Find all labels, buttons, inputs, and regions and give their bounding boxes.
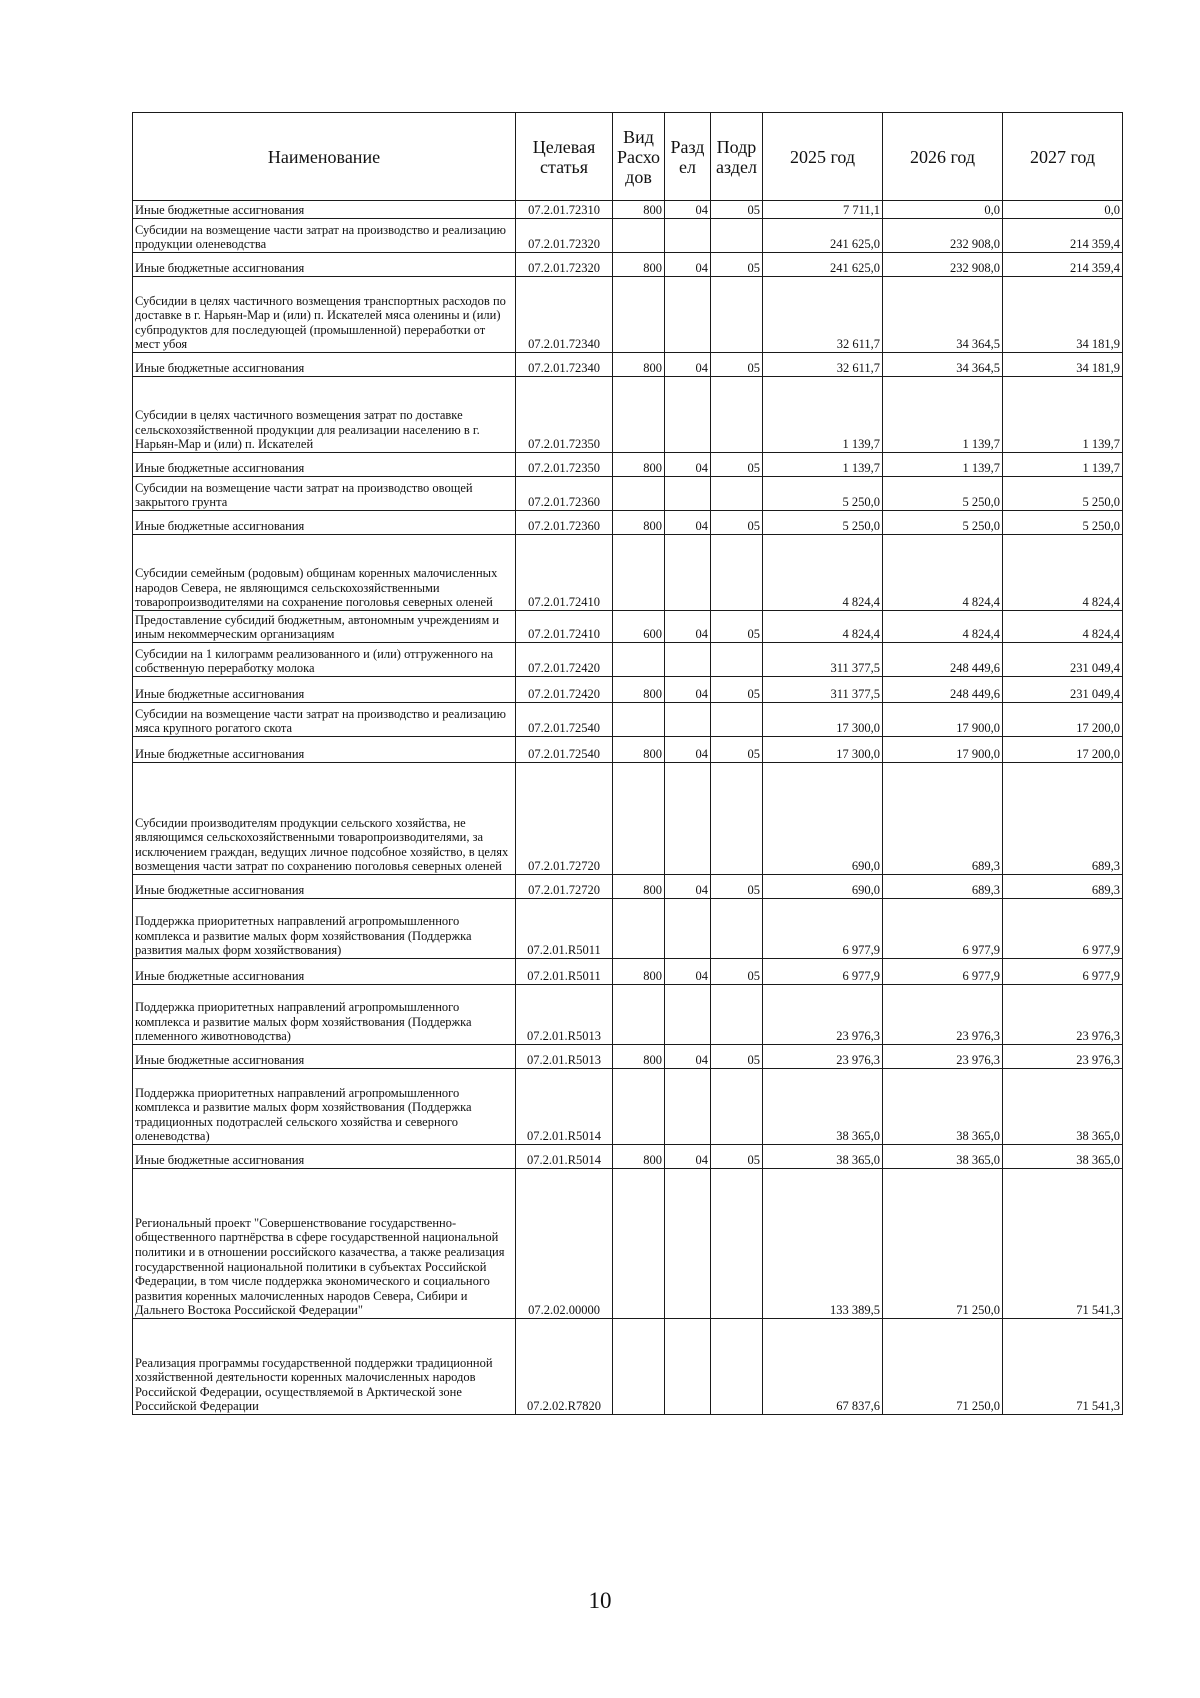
- cell-year-2026: 1 139,7: [883, 453, 1003, 477]
- cell-expense-type: [613, 1319, 665, 1415]
- cell-target-article: 07.2.01.R5013: [516, 1045, 613, 1069]
- cell-name: Иные бюджетные ассигнования: [133, 1145, 516, 1169]
- cell-year-2025: 4 824,4: [763, 535, 883, 611]
- cell-year-2026: 232 908,0: [883, 219, 1003, 253]
- cell-expense-type: 800: [613, 253, 665, 277]
- cell-name: Субсидии производителям продукции сельского хозяйства, не являющимся сельскохозяйственными товаропроизводителями, за исключением граждан, ведущих личное подсобное хозяйство, в целях возмещения части затрат по сохранению поголовья северных оленей: [133, 763, 516, 875]
- cell-year-2027: 17 200,0: [1003, 737, 1123, 763]
- cell-name: Иные бюджетные ассигнования: [133, 453, 516, 477]
- cell-subsection: 05: [711, 737, 763, 763]
- cell-subsection: 05: [711, 611, 763, 643]
- cell-year-2026: 38 365,0: [883, 1145, 1003, 1169]
- cell-name: Поддержка приоритетных направлений агропромышленного комплекса и развитие малых форм хозяйствования (Поддержка племенного животноводства): [133, 985, 516, 1045]
- cell-section: [665, 377, 711, 453]
- cell-year-2025: 6 977,9: [763, 959, 883, 985]
- cell-year-2025: 23 976,3: [763, 1045, 883, 1069]
- cell-expense-type: [613, 277, 665, 353]
- cell-subsection: [711, 1169, 763, 1319]
- cell-year-2027: 34 181,9: [1003, 353, 1123, 377]
- cell-year-2025: 241 625,0: [763, 219, 883, 253]
- cell-expense-type: 800: [613, 1045, 665, 1069]
- cell-year-2027: 231 049,4: [1003, 677, 1123, 703]
- table-row: [133, 477, 1123, 511]
- cell-expense-type: 800: [613, 677, 665, 703]
- cell-year-2026: 34 364,5: [883, 277, 1003, 353]
- table-row: [133, 253, 1123, 277]
- cell-subsection: [711, 643, 763, 677]
- cell-section: 04: [665, 677, 711, 703]
- cell-section: [665, 219, 711, 253]
- header-year-2026: 2026 год: [883, 113, 1003, 201]
- cell-name: Региональный проект "Совершенствование государственно-общественного партнёрства в сфере государственной национальной политики и в отношении российского казачества, а также реализация государственной национальной политики в субъектах Российской Федерации, в том числе поддержка экономического и социального развития коренных малочисленных народов Севера, Сибири и Дальнего Востока Российской Федерации": [133, 1169, 516, 1319]
- cell-year-2025: 32 611,7: [763, 277, 883, 353]
- cell-expense-type: [613, 763, 665, 875]
- table-row: [133, 1045, 1123, 1069]
- cell-target-article: 07.2.01.72540: [516, 737, 613, 763]
- cell-section: [665, 899, 711, 959]
- cell-year-2026: 5 250,0: [883, 477, 1003, 511]
- cell-section: [665, 643, 711, 677]
- table-row: [133, 277, 1123, 353]
- page-number: 10: [588, 1588, 612, 1613]
- cell-section: [665, 703, 711, 737]
- cell-section: [665, 477, 711, 511]
- cell-name: Иные бюджетные ассигнования: [133, 737, 516, 763]
- header-year-2025: 2025 год: [763, 113, 883, 201]
- table-row: [133, 875, 1123, 899]
- cell-section: [665, 985, 711, 1045]
- cell-subsection: 05: [711, 875, 763, 899]
- table-row: [133, 985, 1123, 1045]
- cell-expense-type: 800: [613, 453, 665, 477]
- cell-year-2026: 4 824,4: [883, 611, 1003, 643]
- cell-expense-type: [613, 703, 665, 737]
- cell-target-article: 07.2.02.00000: [516, 1169, 613, 1319]
- cell-subsection: [711, 535, 763, 611]
- cell-year-2025: 38 365,0: [763, 1069, 883, 1145]
- table-row: [133, 353, 1123, 377]
- cell-year-2025: 5 250,0: [763, 511, 883, 535]
- cell-year-2026: 17 900,0: [883, 703, 1003, 737]
- table-row: [133, 899, 1123, 959]
- cell-section: 04: [665, 253, 711, 277]
- cell-target-article: 07.2.01.R5014: [516, 1069, 613, 1145]
- cell-year-2027: 5 250,0: [1003, 511, 1123, 535]
- cell-year-2027: 231 049,4: [1003, 643, 1123, 677]
- cell-section: 04: [665, 737, 711, 763]
- header-row: [133, 113, 1123, 201]
- cell-target-article: 07.2.01.72410: [516, 535, 613, 611]
- cell-expense-type: [613, 1069, 665, 1145]
- cell-year-2025: 241 625,0: [763, 253, 883, 277]
- cell-year-2026: 38 365,0: [883, 1069, 1003, 1145]
- cell-year-2025: 17 300,0: [763, 703, 883, 737]
- cell-year-2027: 38 365,0: [1003, 1069, 1123, 1145]
- cell-section: [665, 763, 711, 875]
- budget-table: [132, 112, 1123, 1415]
- cell-year-2027: 689,3: [1003, 875, 1123, 899]
- cell-section: [665, 1169, 711, 1319]
- cell-year-2025: 311 377,5: [763, 643, 883, 677]
- cell-section: 04: [665, 1045, 711, 1069]
- cell-year-2025: 23 976,3: [763, 985, 883, 1045]
- cell-expense-type: [613, 1169, 665, 1319]
- cell-section: 04: [665, 1145, 711, 1169]
- cell-subsection: 05: [711, 201, 763, 219]
- cell-year-2026: 23 976,3: [883, 985, 1003, 1045]
- cell-year-2026: 71 250,0: [883, 1169, 1003, 1319]
- cell-target-article: 07.2.01.R5013: [516, 985, 613, 1045]
- cell-section: 04: [665, 453, 711, 477]
- cell-year-2027: 0,0: [1003, 201, 1123, 219]
- cell-year-2027: 6 977,9: [1003, 959, 1123, 985]
- cell-target-article: 07.2.01.72320: [516, 253, 613, 277]
- cell-year-2027: 23 976,3: [1003, 1045, 1123, 1069]
- table-row: [133, 1169, 1123, 1319]
- cell-section: [665, 1319, 711, 1415]
- cell-target-article: 07.2.01.72720: [516, 763, 613, 875]
- cell-target-article: 07.2.01.72420: [516, 643, 613, 677]
- cell-year-2025: 67 837,6: [763, 1319, 883, 1415]
- cell-name: Иные бюджетные ассигнования: [133, 353, 516, 377]
- header-target-article: Целевая статья: [516, 113, 613, 201]
- cell-target-article: 07.2.01.72420: [516, 677, 613, 703]
- cell-target-article: 07.2.01.72410: [516, 611, 613, 643]
- cell-subsection: 05: [711, 253, 763, 277]
- cell-year-2027: 23 976,3: [1003, 985, 1123, 1045]
- cell-target-article: 07.2.01.72350: [516, 377, 613, 453]
- cell-year-2026: 34 364,5: [883, 353, 1003, 377]
- cell-expense-type: 800: [613, 737, 665, 763]
- cell-subsection: 05: [711, 353, 763, 377]
- cell-year-2027: 689,3: [1003, 763, 1123, 875]
- cell-year-2025: 7 711,1: [763, 201, 883, 219]
- table-row: [133, 535, 1123, 611]
- cell-name: Субсидии на возмещение части затрат на производство овощей закрытого грунта: [133, 477, 516, 511]
- cell-expense-type: [613, 643, 665, 677]
- table-row: [133, 1319, 1123, 1415]
- table-row: [133, 511, 1123, 535]
- cell-name: Субсидии на возмещение части затрат на производство и реализацию продукции оленеводства: [133, 219, 516, 253]
- table-row: [133, 703, 1123, 737]
- cell-target-article: 07.2.01.72340: [516, 353, 613, 377]
- table-row: [133, 201, 1123, 219]
- cell-target-article: 07.2.01.72340: [516, 277, 613, 353]
- cell-subsection: [711, 763, 763, 875]
- cell-year-2026: 248 449,6: [883, 677, 1003, 703]
- cell-name: Поддержка приоритетных направлений агропромышленного комплекса и развитие малых форм хозяйствования (Поддержка традиционных подотраслей сельского хозяйства и северного оленеводства): [133, 1069, 516, 1145]
- cell-year-2025: 133 389,5: [763, 1169, 883, 1319]
- table-row: [133, 959, 1123, 985]
- cell-year-2027: 1 139,7: [1003, 377, 1123, 453]
- cell-target-article: 07.2.01.72350: [516, 453, 613, 477]
- cell-subsection: 05: [711, 1145, 763, 1169]
- cell-year-2025: 311 377,5: [763, 677, 883, 703]
- cell-subsection: [711, 1069, 763, 1145]
- cell-section: 04: [665, 611, 711, 643]
- cell-target-article: 07.2.02.R7820: [516, 1319, 613, 1415]
- table-row: [133, 1145, 1123, 1169]
- cell-expense-type: 800: [613, 875, 665, 899]
- table-row: [133, 677, 1123, 703]
- cell-expense-type: [613, 985, 665, 1045]
- cell-year-2026: 71 250,0: [883, 1319, 1003, 1415]
- cell-expense-type: [613, 377, 665, 453]
- cell-target-article: 07.2.01.72310: [516, 201, 613, 219]
- cell-section: 04: [665, 201, 711, 219]
- cell-year-2026: 5 250,0: [883, 511, 1003, 535]
- header-expense-type: Вид Расхо дов: [613, 113, 665, 201]
- cell-name: Субсидии семейным (родовым) общинам коренных малочисленных народов Севера, не являющимся сельскохозяйственными товаропроизводителями на сохранение поголовья северных оленей: [133, 535, 516, 611]
- cell-name: Иные бюджетные ассигнования: [133, 875, 516, 899]
- cell-year-2025: 690,0: [763, 763, 883, 875]
- cell-subsection: 05: [711, 511, 763, 535]
- table-body: [133, 201, 1123, 1415]
- table-row: [133, 611, 1123, 643]
- cell-name: Иные бюджетные ассигнования: [133, 677, 516, 703]
- table-row: [133, 453, 1123, 477]
- cell-year-2025: 17 300,0: [763, 737, 883, 763]
- cell-name: Субсидии на возмещение части затрат на производство и реализацию мяса крупного рогатого скота: [133, 703, 516, 737]
- cell-expense-type: 800: [613, 511, 665, 535]
- cell-year-2026: 6 977,9: [883, 899, 1003, 959]
- cell-year-2026: 23 976,3: [883, 1045, 1003, 1069]
- cell-name: Субсидии в целях частичного возмещения затрат по доставке сельскохозяйственной продукции для реализации населению в г. Нарьян-Мар и (или) п. Искателей: [133, 377, 516, 453]
- cell-subsection: [711, 277, 763, 353]
- cell-year-2027: 214 359,4: [1003, 219, 1123, 253]
- cell-section: 04: [665, 959, 711, 985]
- cell-year-2026: 4 824,4: [883, 535, 1003, 611]
- cell-name: Субсидии на 1 килограмм реализованного и (или) отгруженного на собственную переработку молока: [133, 643, 516, 677]
- cell-year-2025: 690,0: [763, 875, 883, 899]
- cell-section: 04: [665, 875, 711, 899]
- table-row: [133, 377, 1123, 453]
- header-subsection: Подр аздел: [711, 113, 763, 201]
- cell-subsection: 05: [711, 453, 763, 477]
- cell-expense-type: 800: [613, 353, 665, 377]
- cell-section: [665, 277, 711, 353]
- cell-name: Субсидии в целях частичного возмещения транспортных расходов по доставке в г. Нарьян-Мар и (или) п. Искателей мяса оленины и (или) субпродуктов для последующей (промышленной) переработки от мест убоя: [133, 277, 516, 353]
- cell-year-2026: 232 908,0: [883, 253, 1003, 277]
- cell-section: [665, 1069, 711, 1145]
- cell-subsection: [711, 219, 763, 253]
- table-row: [133, 737, 1123, 763]
- cell-target-article: 07.2.01.R5014: [516, 1145, 613, 1169]
- cell-expense-type: [613, 899, 665, 959]
- cell-year-2026: 17 900,0: [883, 737, 1003, 763]
- cell-year-2027: 4 824,4: [1003, 611, 1123, 643]
- cell-expense-type: 800: [613, 959, 665, 985]
- cell-target-article: 07.2.01.72320: [516, 219, 613, 253]
- cell-name: Реализация программы государственной поддержки традиционной хозяйственной деятельности коренных малочисленных народов Российской Федерации, осуществляемой в Арктической зоне Российской Федерации: [133, 1319, 516, 1415]
- table-row: [133, 1069, 1123, 1145]
- cell-year-2025: 4 824,4: [763, 611, 883, 643]
- cell-section: 04: [665, 353, 711, 377]
- cell-name: Иные бюджетные ассигнования: [133, 201, 516, 219]
- cell-name: Иные бюджетные ассигнования: [133, 253, 516, 277]
- cell-year-2027: 71 541,3: [1003, 1319, 1123, 1415]
- cell-subsection: [711, 477, 763, 511]
- cell-name: Поддержка приоритетных направлений агропромышленного комплекса и развитие малых форм хозяйствования (Поддержка развития малых форм хозяйствования): [133, 899, 516, 959]
- cell-year-2026: 248 449,6: [883, 643, 1003, 677]
- cell-name: Иные бюджетные ассигнования: [133, 511, 516, 535]
- cell-expense-type: 800: [613, 201, 665, 219]
- cell-name: Предоставление субсидий бюджетным, автономным учреждениям и иным некоммерческим организациям: [133, 611, 516, 643]
- cell-subsection: [711, 1319, 763, 1415]
- cell-name: Иные бюджетные ассигнования: [133, 959, 516, 985]
- cell-expense-type: [613, 219, 665, 253]
- cell-year-2025: 1 139,7: [763, 453, 883, 477]
- cell-year-2027: 17 200,0: [1003, 703, 1123, 737]
- cell-target-article: 07.2.01.R5011: [516, 899, 613, 959]
- table-row: [133, 643, 1123, 677]
- cell-year-2027: 34 181,9: [1003, 277, 1123, 353]
- table-row: [133, 763, 1123, 875]
- header-name: Наименование: [133, 113, 516, 201]
- cell-year-2025: 32 611,7: [763, 353, 883, 377]
- cell-year-2026: 1 139,7: [883, 377, 1003, 453]
- cell-expense-type: 600: [613, 611, 665, 643]
- cell-year-2026: 6 977,9: [883, 959, 1003, 985]
- cell-expense-type: 800: [613, 1145, 665, 1169]
- cell-target-article: 07.2.01.72360: [516, 511, 613, 535]
- cell-subsection: [711, 703, 763, 737]
- cell-year-2027: 38 365,0: [1003, 1145, 1123, 1169]
- cell-subsection: [711, 377, 763, 453]
- cell-subsection: [711, 985, 763, 1045]
- cell-section: 04: [665, 511, 711, 535]
- cell-year-2025: 1 139,7: [763, 377, 883, 453]
- header-section: Разд ел: [665, 113, 711, 201]
- cell-year-2026: 0,0: [883, 201, 1003, 219]
- cell-subsection: 05: [711, 959, 763, 985]
- cell-year-2025: 38 365,0: [763, 1145, 883, 1169]
- cell-year-2027: 71 541,3: [1003, 1169, 1123, 1319]
- cell-section: [665, 535, 711, 611]
- cell-subsection: 05: [711, 1045, 763, 1069]
- cell-year-2025: 6 977,9: [763, 899, 883, 959]
- cell-year-2027: 1 139,7: [1003, 453, 1123, 477]
- cell-year-2027: 6 977,9: [1003, 899, 1123, 959]
- cell-year-2027: 214 359,4: [1003, 253, 1123, 277]
- cell-target-article: 07.2.01.R5011: [516, 959, 613, 985]
- cell-expense-type: [613, 477, 665, 511]
- cell-year-2027: 5 250,0: [1003, 477, 1123, 511]
- cell-name: Иные бюджетные ассигнования: [133, 1045, 516, 1069]
- cell-target-article: 07.2.01.72540: [516, 703, 613, 737]
- cell-year-2026: 689,3: [883, 875, 1003, 899]
- cell-year-2025: 5 250,0: [763, 477, 883, 511]
- cell-year-2027: 4 824,4: [1003, 535, 1123, 611]
- cell-target-article: 07.2.01.72360: [516, 477, 613, 511]
- cell-subsection: [711, 899, 763, 959]
- cell-year-2026: 689,3: [883, 763, 1003, 875]
- header-year-2027: 2027 год: [1003, 113, 1123, 201]
- cell-target-article: 07.2.01.72720: [516, 875, 613, 899]
- table-row: [133, 219, 1123, 253]
- cell-subsection: 05: [711, 677, 763, 703]
- cell-expense-type: [613, 535, 665, 611]
